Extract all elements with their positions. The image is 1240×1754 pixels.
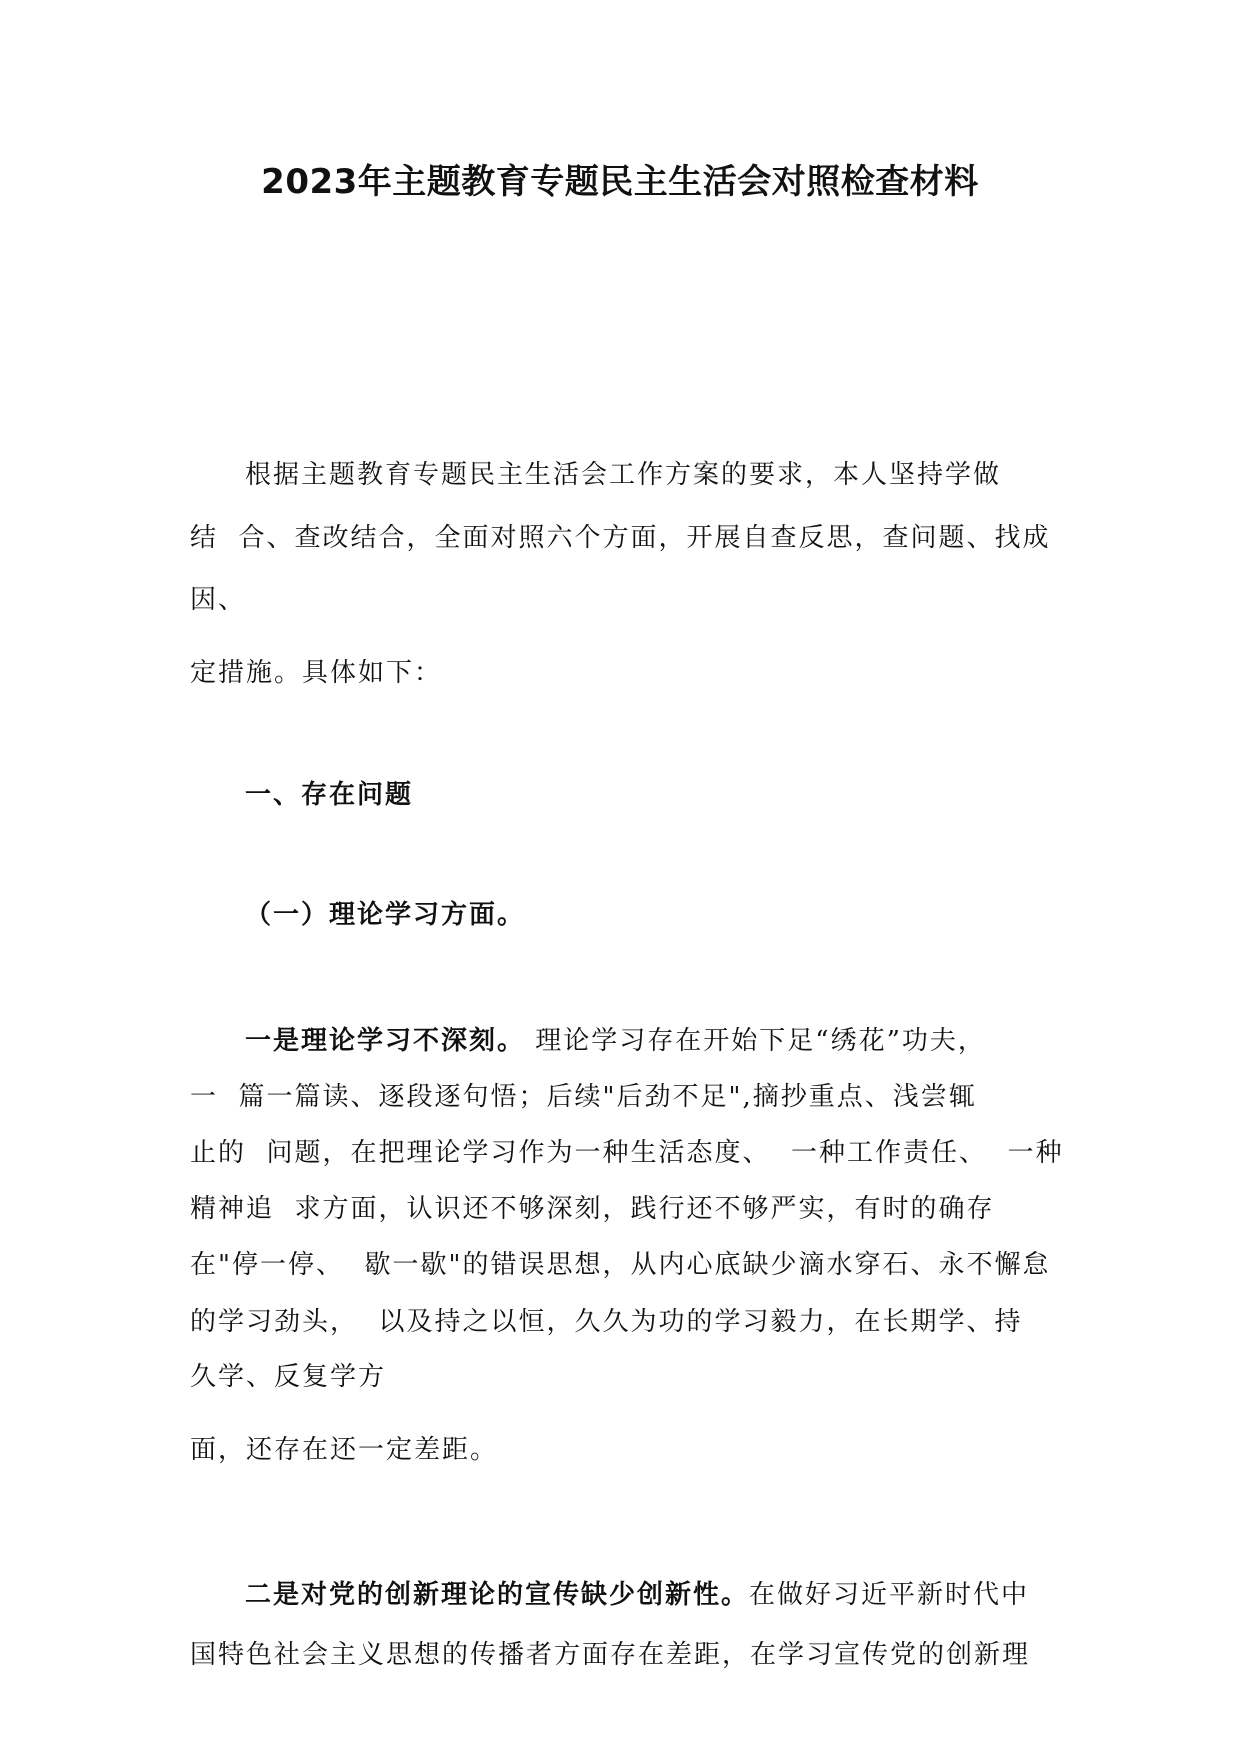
item1-line-5: 在"停一停、 歇一歇"的错误思想，从内心底缺少滴水穿石、永不懈怠 <box>190 1250 1051 1280</box>
item1-lead: 一是理论学习不深刻。 <box>245 1026 526 1056</box>
intro-line-4: 定措施。具体如下： <box>190 658 443 688</box>
item2-line1-rest: 在做好习近平新时代中 <box>749 1580 1030 1610</box>
item1-line-1 <box>245 1021 986 1061</box>
item2-line-2: 国特色社会主义思想的传播者方面存在差距，在学习宣传党的创新理 <box>190 1640 1031 1670</box>
subsection-heading-theory-study: （一）理论学习方面。 <box>245 900 526 930</box>
section-heading-problems: 一、存在问题 <box>245 780 414 810</box>
intro-line-1: 根据主题教育专题民主生活会工作方案的要求，本人坚持学做 <box>245 460 1002 490</box>
intro-line-3: 因、 <box>190 585 247 615</box>
item1-line-7: 久学、反复学方 <box>190 1362 387 1392</box>
item2-lead: 二是对党的创新理论的宣传缺少创新性。 <box>245 1580 750 1610</box>
item2-line-1 <box>245 1575 1029 1615</box>
item1-line1-rest: 理论学习存在开始下足“绣花”功夫， <box>525 1026 986 1056</box>
item1-line-4: 精神追 求方面，认识还不够深刻，践行还不够严实，有时的确存 <box>190 1194 995 1224</box>
document-title: 2023年主题教育专题民主生活会对照检查材料 <box>261 162 979 202</box>
item1-line-3: 止的 问题，在把理论学习作为一种生活态度、 一种工作责任、 一种 <box>190 1138 1064 1168</box>
item1-line-8: 面，还存在还一定差距。 <box>190 1435 499 1465</box>
intro-line-2: 结 合、查改结合，全面对照六个方面，开展自查反思，查问题、找成 <box>190 523 1051 553</box>
item1-line-6: 的学习劲头， 以及持之以恒，久久为功的学习毅力，在长期学、持 <box>190 1307 1023 1337</box>
item1-line-2: 一 篇一篇读、逐段逐句悟；后续"后劲不足",摘抄重点、浅尝辄 <box>190 1082 977 1112</box>
